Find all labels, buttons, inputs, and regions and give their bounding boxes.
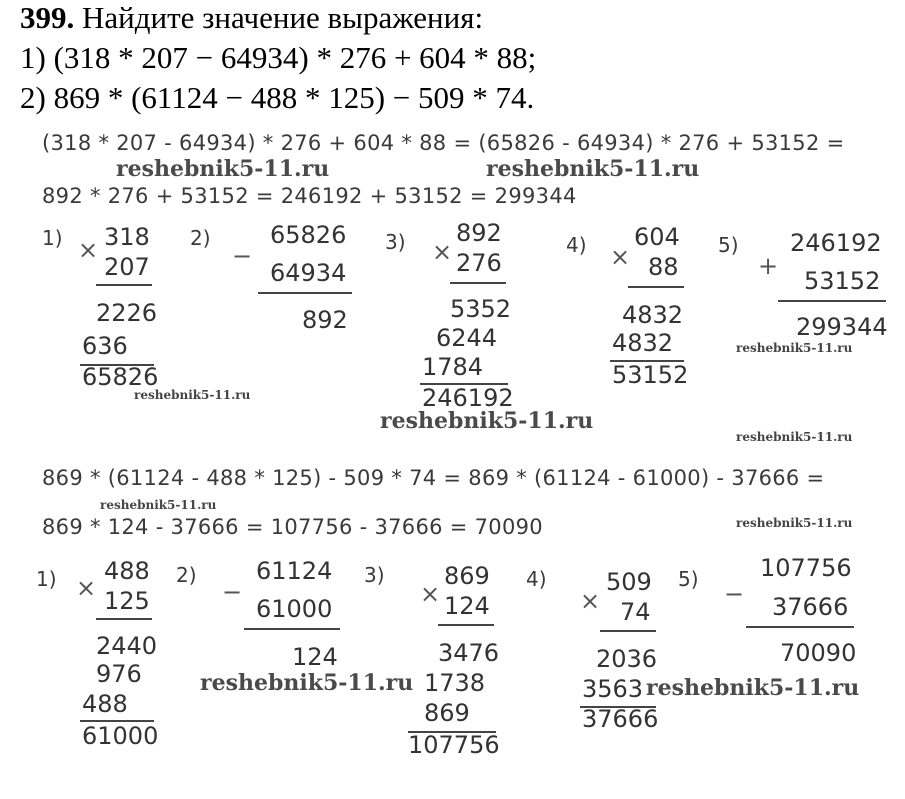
partial-product: 2440 [96,632,158,660]
watermark: reshebnik5-11.ru [134,388,251,402]
minuend: 61124 [256,557,333,585]
partial-product: 488 [82,690,128,718]
task-item-1: 1) (318 * 207 − 64934) * 276 + 604 * 88; [20,40,537,75]
factor: 207 [104,253,150,281]
partial-product: 6244 [436,324,498,352]
partial-product: 976 [96,660,142,688]
addend: 246192 [790,229,882,257]
task-number: 399. [20,0,75,35]
partial-product: 1784 [422,353,484,381]
result: 70090 [780,639,857,667]
part2-equation-line1: 869 * (61124 - 488 * 125) - 509 * 74 = 869 * (61124 - 61000) - 37666 = [42,466,825,490]
part2-step-label-3: 3) [364,563,385,587]
partial-product: 636 [82,332,128,360]
factor: 869 [444,562,490,590]
minus-sign: − [724,580,745,608]
part1-step-label-1: 1) [42,226,63,250]
part2-step-label-2: 2) [176,563,197,587]
plus-sign: + [758,252,779,280]
part1-equation-line1: (318 * 207 - 64934) * 276 + 604 * 88 = (65826 - 64934) * 276 + 53152 = [42,131,845,155]
factor: 318 [104,223,150,251]
result: 892 [302,306,348,334]
part1-step-label-2: 2) [190,226,211,250]
partial-product: 3563 [582,675,644,703]
task-header [20,0,483,36]
partial-product: 2036 [596,645,658,673]
multiply-sign: × [610,243,631,271]
partial-product: 4832 [612,329,674,357]
factor: 125 [104,587,150,615]
result: 246192 [422,384,514,412]
watermark: reshebnik5-11.ru [736,341,853,355]
result: 53152 [612,361,689,389]
underline [96,284,152,286]
minuend: 107756 [760,554,852,582]
minuend: 65826 [270,221,347,249]
factor: 88 [648,253,679,281]
underline [746,626,854,628]
subtrahend: 64934 [270,259,347,287]
part1-equation-line2: 892 * 276 + 53152 = 246192 + 53152 = 299344 [42,184,577,208]
factor: 488 [104,557,150,585]
underline [244,628,340,630]
addend: 53152 [804,267,881,295]
partial-product: 869 [424,699,470,727]
watermark: reshebnik5-11.ru [736,516,853,530]
partial-product: 2226 [96,299,158,327]
partial-product: 3476 [438,639,500,667]
underline [628,286,684,288]
underline [778,300,886,302]
minus-sign: − [222,578,243,606]
factor: 509 [606,568,652,596]
part2-equation-line2: 869 * 124 - 37666 = 107756 - 37666 = 70090 [42,515,543,539]
result: 37666 [582,705,659,733]
partial-product: 5352 [450,295,512,323]
watermark: reshebnik5-11.ru [486,156,700,182]
watermark: reshebnik5-11.ru [116,156,330,182]
factor: 74 [620,598,651,626]
watermark: reshebnik5-11.ru [100,498,217,512]
multiply-sign: × [580,587,601,615]
result: 299344 [796,313,888,341]
minus-sign: − [232,242,253,270]
task-title: Найдите значение выражения: [82,0,484,35]
part2-step-label-4: 4) [526,567,547,591]
result: 61000 [82,722,159,750]
factor: 604 [634,223,680,251]
part1-step-label-3: 3) [385,230,406,254]
underline [96,618,152,620]
watermark: reshebnik5-11.ru [736,430,853,444]
task-item-2: 2) 869 * (61124 − 488 * 125) − 509 * 74. [20,80,535,115]
multiply-sign: × [76,574,97,602]
part1-step-label-5: 5) [718,233,739,257]
result: 65826 [82,363,159,391]
part2-step-label-1: 1) [36,567,57,591]
underline [450,282,506,284]
watermark: reshebnik5-11.ru [646,675,860,701]
multiply-sign: × [432,238,453,266]
part2-step-label-5: 5) [678,567,699,591]
multiply-sign: × [78,236,99,264]
partial-product: 1738 [424,669,486,697]
subtrahend: 61000 [256,595,333,623]
watermark: reshebnik5-11.ru [200,670,414,696]
part1-step-label-4: 4) [566,233,587,257]
factor: 276 [456,249,502,277]
factor: 892 [456,219,502,247]
underline [438,624,494,626]
underline [600,630,656,632]
multiply-sign: × [420,580,441,608]
result: 107756 [408,731,500,759]
factor: 124 [444,592,490,620]
underline [258,292,352,294]
result: 124 [292,643,338,671]
subtrahend: 37666 [772,593,849,621]
watermark: reshebnik5-11.ru [380,408,594,434]
partial-product: 4832 [622,301,684,329]
